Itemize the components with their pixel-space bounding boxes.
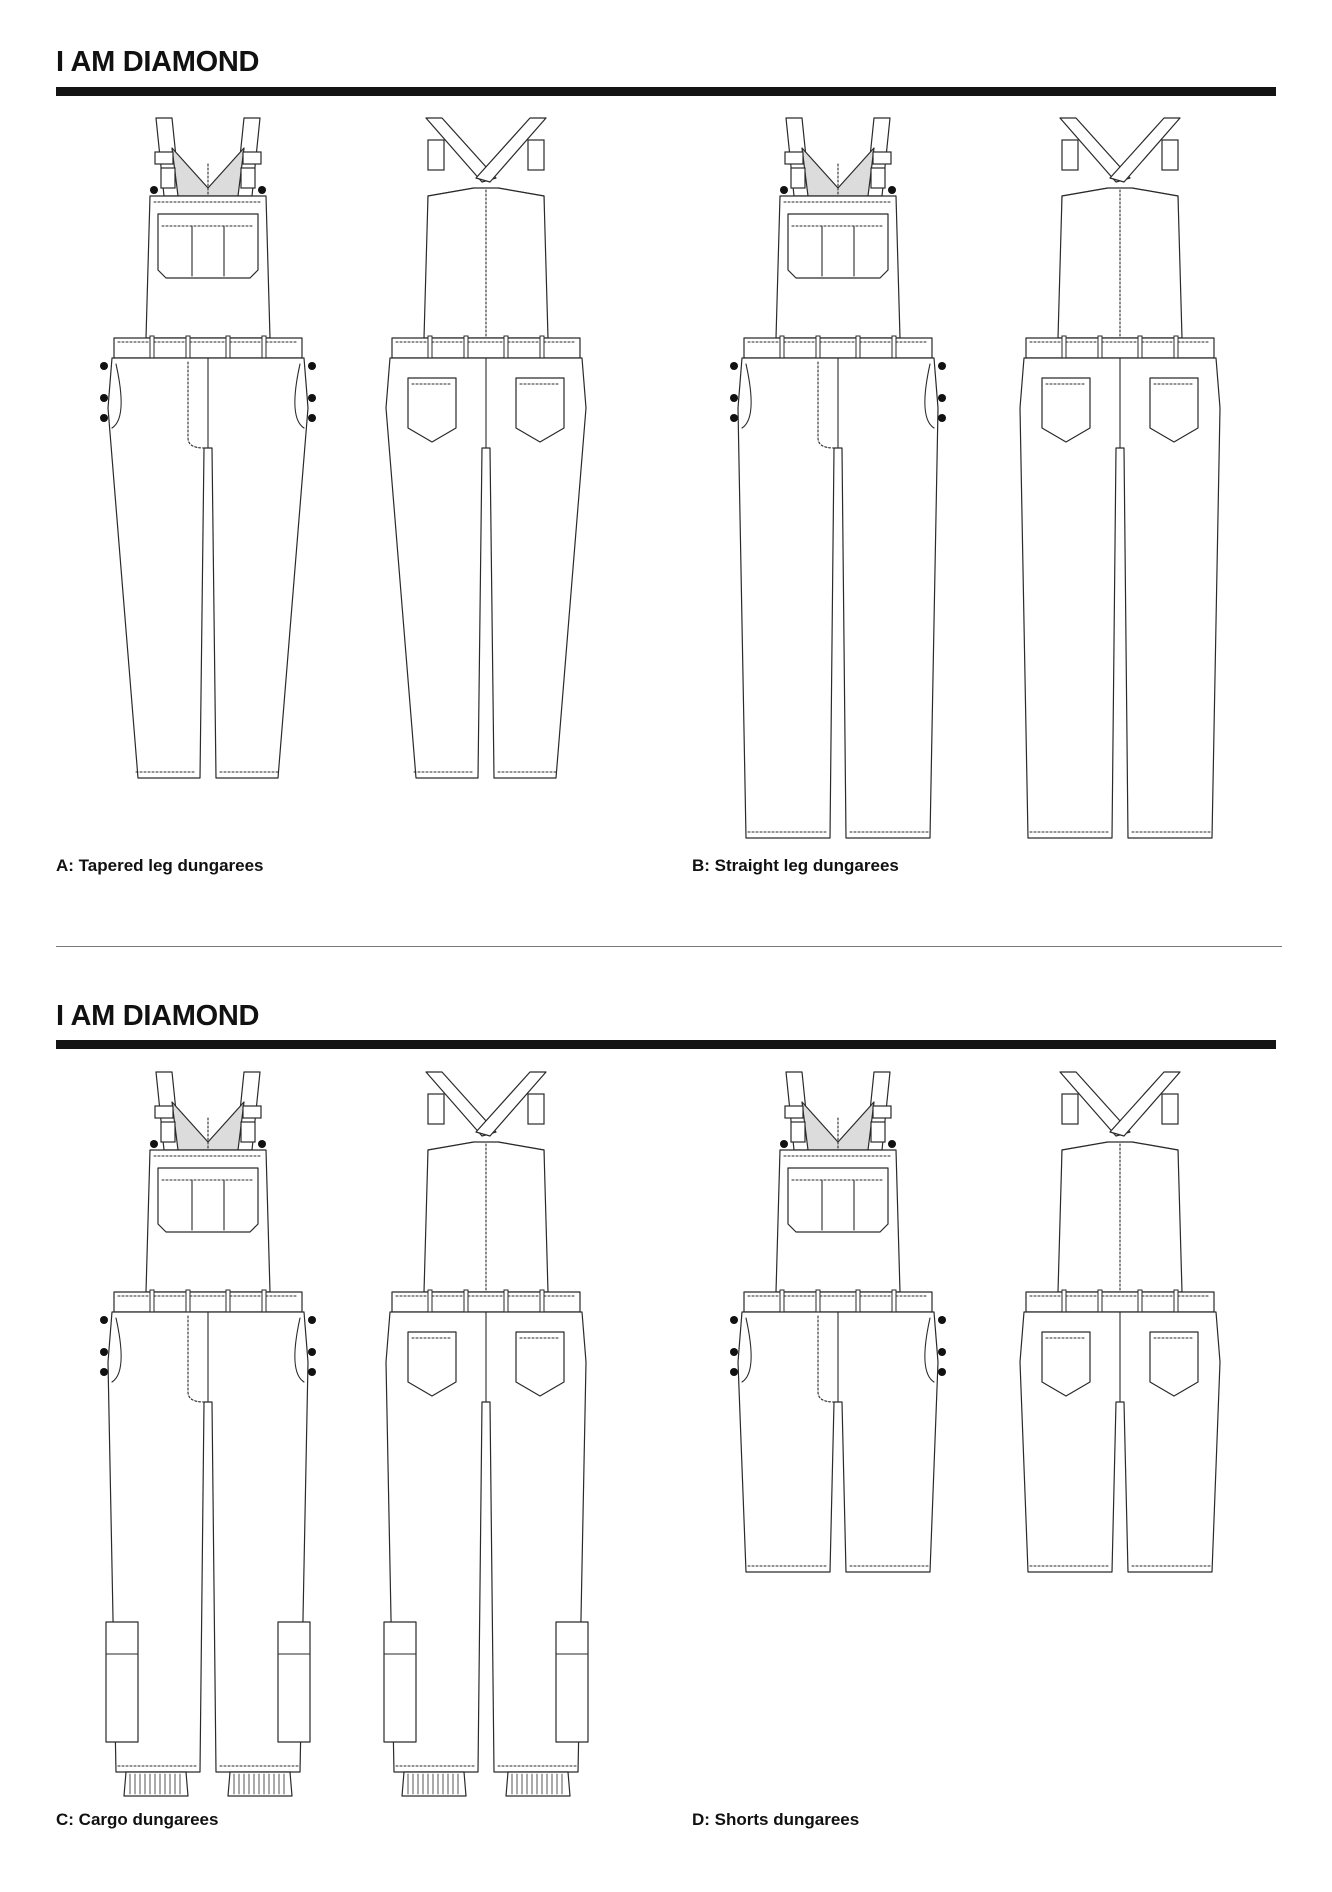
back-view-tapered [386, 118, 586, 778]
brand-title: I AM DIAMOND [56, 1000, 260, 1032]
front-view-straight [730, 118, 946, 838]
back-view-straight [1020, 118, 1220, 838]
front-view-shorts [730, 1072, 946, 1572]
caption-b: B: Straight leg dungarees [692, 856, 899, 875]
brand-title: I AM DIAMOND [56, 46, 260, 78]
front-view-cargo [100, 1072, 316, 1796]
back-view-cargo [384, 1072, 588, 1796]
back-view-shorts [1020, 1072, 1220, 1572]
caption-c: C: Cargo dungarees [56, 1810, 219, 1829]
caption-d: D: Shorts dungarees [692, 1810, 860, 1829]
front-view-tapered [100, 118, 316, 778]
caption-a: A: Tapered leg dungarees [56, 856, 264, 875]
